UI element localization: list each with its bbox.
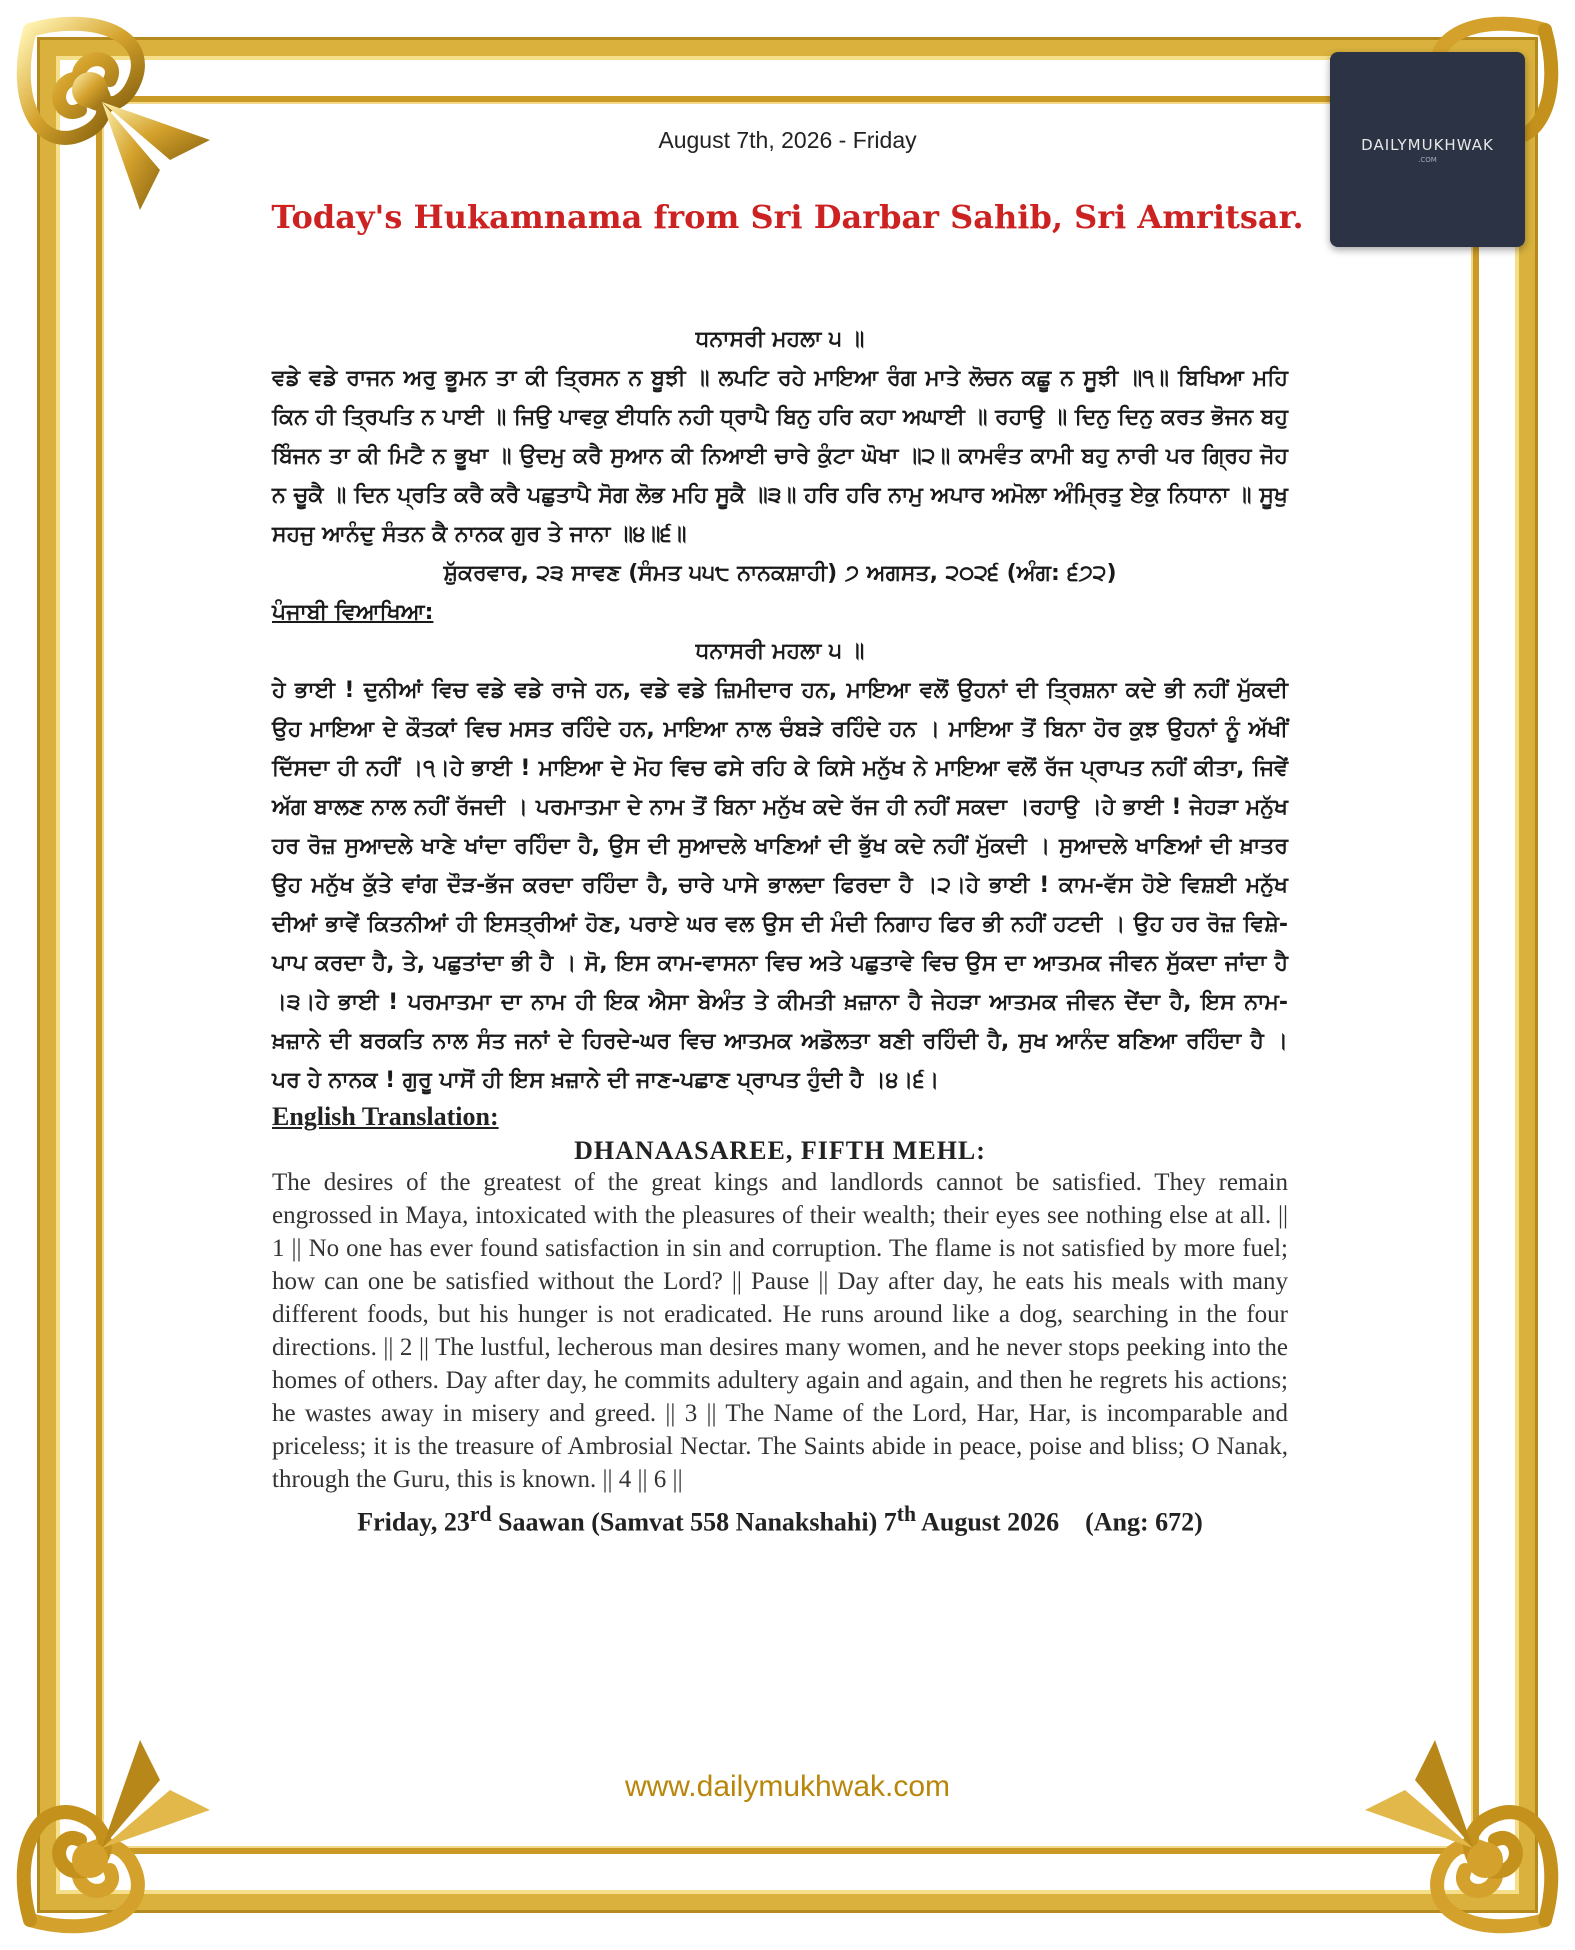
- footer-part: Friday, 23: [357, 1507, 470, 1537]
- gurbani-text: ਵਡੇ ਵਡੇ ਰਾਜਨ ਅਰੁ ਭੂਮਨ ਤਾ ਕੀ ਤ੍ਰਿਸਨ ਨ ਬੂਝੀ ॥ ਲਪਟਿ ਰਹੇ ਮਾਇਆ ਰੰਗ ਮਾਤੇ ਲੋਚਨ ਕਛੂ ਨ ਸੂਝੀ ॥੧॥ ਬਿਖਿਆ ਮਹਿ ਕਿਨ ਹੀ ਤ੍ਰਿਪਤਿ ਨ ਪਾਈ ॥ ਜਿਉ ਪਾਵਕੁ ਈਧਨਿ ਨਹੀ ਧ੍ਰਾਪੈ ਬਿਨੁ ਹਰਿ ਕਹਾ ਅਘਾਈ ॥ ਰਹਾਉ ॥ ਦਿਨੁ ਦਿਨੁ ਕਰਤ ਭੋਜਨ ਬਹੁ ਬਿੰਜਨ ਤਾ ਕੀ ਮਿਟੈ ਨ ਭੂਖਾ ॥ ਉਦਮੁ ਕਰੈ ਸੁਆਨ ਕੀ ਨਿਆਈ ਚਾਰੇ ਕੁੰਟਾ ਘੋਖਾ ॥੨॥ ਕਾਮਵੰਤ ਕਾਮੀ ਬਹੁ ਨਾਰੀ ਪਰ ਗ੍ਰਿਹ ਜੋਹ ਨ ਚੂਕੈ ॥ ਦਿਨ ਪ੍ਰਤਿ ਕਰੈ ਕਰੈ ਪਛੁਤਾਪੈ ਸੋਗ ਲੋਭ ਮਹਿ ਸੂਕੈ ॥੩॥ ਹਰਿ ਹਰਿ ਨਾਮੁ ਅਪਾਰ ਅਮੋਲਾ ਅੰਮ੍ਰਿਤੁ ਏਕੁ ਨਿਧਾਨਾ ॥ ਸੂਖੁ ਸਹਜੁ ਆਨੰਦੁ ਸੰਤਨ ਕੈ ਨਾਨਕ ਗੁਰ ਤੇ ਜਾਨਾ ॥੪॥੬॥: [272, 366, 1288, 547]
- footer-part: August 2026 (Ang: 672): [916, 1507, 1203, 1537]
- punjabi-subheading: ਧਨਾਸਰੀ ਮਹਲਾ ੫ ॥: [695, 639, 865, 664]
- logo-text: DAILYMUKHWAK: [1361, 135, 1494, 154]
- website-link[interactable]: www.dailymukhwak.com: [624, 1770, 951, 1803]
- gurbani-date: ਸ਼ੁੱਕਰਵਾਰ, ੨੩ ਸਾਵਣ (ਸੰਮਤ ੫੫੮ ਨਾਨਕਸ਼ਾਹੀ) ੭ ਅਗਸਤ, ੨੦੨੬ (ਅੰਗ: ੬੭੨): [443, 561, 1117, 586]
- footer-sup: th: [896, 1502, 917, 1526]
- english-date-footer: [272, 1502, 1288, 1538]
- hukamnama-content: [272, 320, 1288, 1538]
- english-heading: English Translation:: [272, 1102, 499, 1131]
- page-title: Today's Hukamnama from Sri Darbar Sahib, Sri Amritsar.: [271, 198, 1304, 236]
- footer-sup: rd: [469, 1502, 492, 1526]
- footer-part: Saawan (Samvat 558 Nanakshahi) 7: [491, 1507, 897, 1537]
- logo-subtext: .COM: [1418, 155, 1437, 164]
- punjabi-text: ਹੇ ਭਾਈ ! ਦੁਨੀਆਂ ਵਿਚ ਵਡੇ ਵਡੇ ਰਾਜੇ ਹਨ, ਵਡੇ ਵਡੇ ਜ਼ਿਮੀਦਾਰ ਹਨ, ਮਾਇਆ ਵਲੋਂ ਉਹਨਾਂ ਦੀ ਤ੍ਰਿਸ਼ਨਾ ਕਦੇ ਭੀ ਨਹੀਂ ਮੁੱਕਦੀ ਉਹ ਮਾਇਆ ਦੇ ਕੌਤਕਾਂ ਵਿਚ ਮਸਤ ਰਹਿੰਦੇ ਹਨ, ਮਾਇਆ ਨਾਲ ਚੰਬੜੇ ਰਹਿੰਦੇ ਹਨ । ਮਾਇਆ ਤੋਂ ਬਿਨਾ ਹੋਰ ਕੁਝ ਉਹਨਾਂ ਨੂੰ ਅੱਖੀਂ ਦਿੱਸਦਾ ਹੀ ਨਹੀਂ ।੧।ਹੇ ਭਾਈ ! ਮਾਇਆ ਦੇ ਮੋਹ ਵਿਚ ਫਸੇ ਰਹਿ ਕੇ ਕਿਸੇ ਮਨੁੱਖ ਨੇ ਮਾਇਆ ਵਲੋਂ ਰੱਜ ਪ੍ਰਾਪਤ ਨਹੀਂ ਕੀਤਾ, ਜਿਵੇਂ ਅੱਗ ਬਾਲਣ ਨਾਲ ਨਹੀਂ ਰੱਜਦੀ । ਪਰਮਾਤਮਾ ਦੇ ਨਾਮ ਤੋਂ ਬਿਨਾ ਮਨੁੱਖ ਕਦੇ ਰੱਜ ਹੀ ਨਹੀਂ ਸਕਦਾ ।ਰਹਾਉ ।ਹੇ ਭਾਈ ! ਜੇਹੜਾ ਮਨੁੱਖ ਹਰ ਰੋਜ਼ ਸੁਆਦਲੇ ਖਾਣੇ ਖਾਂਦਾ ਰਹਿੰਦਾ ਹੈ, ਉਸ ਦੀ ਸੁਆਦਲੇ ਖਾਣਿਆਂ ਦੀ ਭੁੱਖ ਕਦੇ ਨਹੀਂ ਮੁੱਕਦੀ । ਸੁਆਦਲੇ ਖਾਣਿਆਂ ਦੀ ਖ਼ਾਤਰ ਉਹ ਮਨੁੱਖ ਕੁੱਤੇ ਵਾਂਗ ਦੌੜ-ਭੱਜ ਕਰਦਾ ਰਹਿੰਦਾ ਹੈ, ਚਾਰੇ ਪਾਸੇ ਭਾਲਦਾ ਫਿਰਦਾ ਹੈ ।੨।ਹੇ ਭਾਈ ! ਕਾਮ-ਵੱਸ ਹੋਏ ਵਿਸ਼ਈ ਮਨੁੱਖ ਦੀਆਂ ਭਾਵੇਂ ਕਿਤਨੀਆਂ ਹੀ ਇਸਤ੍ਰੀਆਂ ਹੋਣ, ਪਰਾਏ ਘਰ ਵਲ ਉਸ ਦੀ ਮੰਦੀ ਨਿਗਾਹ ਫਿਰ ਭੀ ਨਹੀਂ ਹਟਦੀ । ਉਹ ਹਰ ਰੋਜ਼ ਵਿਸ਼ੇ-ਪਾਪ ਕਰਦਾ ਹੈ, ਤੇ, ਪਛੁਤਾਂਦਾ ਭੀ ਹੈ । ਸੋ, ਇਸ ਕਾਮ-ਵਾਸਨਾ ਵਿਚ ਅਤੇ ਪਛੁਤਾਵੇ ਵਿਚ ਉਸ ਦਾ ਆਤਮਕ ਜੀਵਨ ਸੁੱਕਦਾ ਜਾਂਦਾ ਹੈ ।੩।ਹੇ ਭਾਈ ! ਪਰਮਾਤਮਾ ਦਾ ਨਾਮ ਹੀ ਇਕ ਐਸਾ ਬੇਅੰਤ ਤੇ ਕੀਮਤੀ ਖ਼ਜ਼ਾਨਾ ਹੈ ਜੇਹੜਾ ਆਤਮਕ ਜੀਵਨ ਦੇਂਦਾ ਹੈ, ਇਸ ਨਾਮ-ਖ਼ਜ਼ਾਨੇ ਦੀ ਬਰਕਤਿ ਨਾਲ ਸੰਤ ਜਨਾਂ ਦੇ ਹਿਰਦੇ-ਘਰ ਵਿਚ ਆਤਮਕ ਅਡੋਲਤਾ ਬਣੀ ਰਹਿੰਦੀ ਹੈ, ਸੁਖ ਆਨੰਦ ਬਣਿਆ ਰਹਿੰਦਾ ਹੈ । ਪਰ ਹੇ ਨਾਨਕ ! ਗੁਰੂ ਪਾਸੋਂ ਹੀ ਇਸ ਖ਼ਜ਼ਾਨੇ ਦੀ ਜਾਣ-ਪਛਾਣ ਪ੍ਰਾਪਤ ਹੁੰਦੀ ਹੈ ।੪।੬।: [272, 678, 1288, 1093]
- date-line: August 7th, 2026 - Friday: [658, 127, 917, 153]
- bow-ornament-icon: [10, 1710, 240, 1940]
- gurbani-heading: ਧਨਾਸਰੀ ਮਹਲਾ ੫ ॥: [695, 327, 865, 352]
- punjabi-heading: ਪੰਜਾਬੀ ਵਿਆਖਿਆ:: [272, 600, 434, 625]
- english-text: The desires of the greatest of the great kings and landlords cannot be satisfied. They remain engrossed in Maya, intoxicated with the pleasures of their wealth; their eyes see nothing else at all. || 1 || No one has ever found satisfaction in sin and corruption. The flame is not satisfied by more fuel; how can one be satisfied without the Lord? || Pause || Day after day, he eats his meals with many different foods, but his hunger is not eradicated. He runs around like a dog, searching in the four directions. || 2 || The lustful, lecherous man desires many women, and he never stops peeking into the homes of others. Day after day, he commits adultery again and again, and then he regrets his actions; he wastes away in misery and greed. || 3 || The Name of the Lord, Har, Har, is incomparable and priceless; it is the treasure of Ambrosial Nectar. The Saints abide in peace, poise and bliss; O Nanak, through the Guru, this is known. || 4 || 6 ||: [272, 1169, 1288, 1493]
- bow-ornament-icon: [1335, 1710, 1565, 1940]
- english-title: DHANAASAREE, FIFTH MEHL:: [574, 1136, 986, 1165]
